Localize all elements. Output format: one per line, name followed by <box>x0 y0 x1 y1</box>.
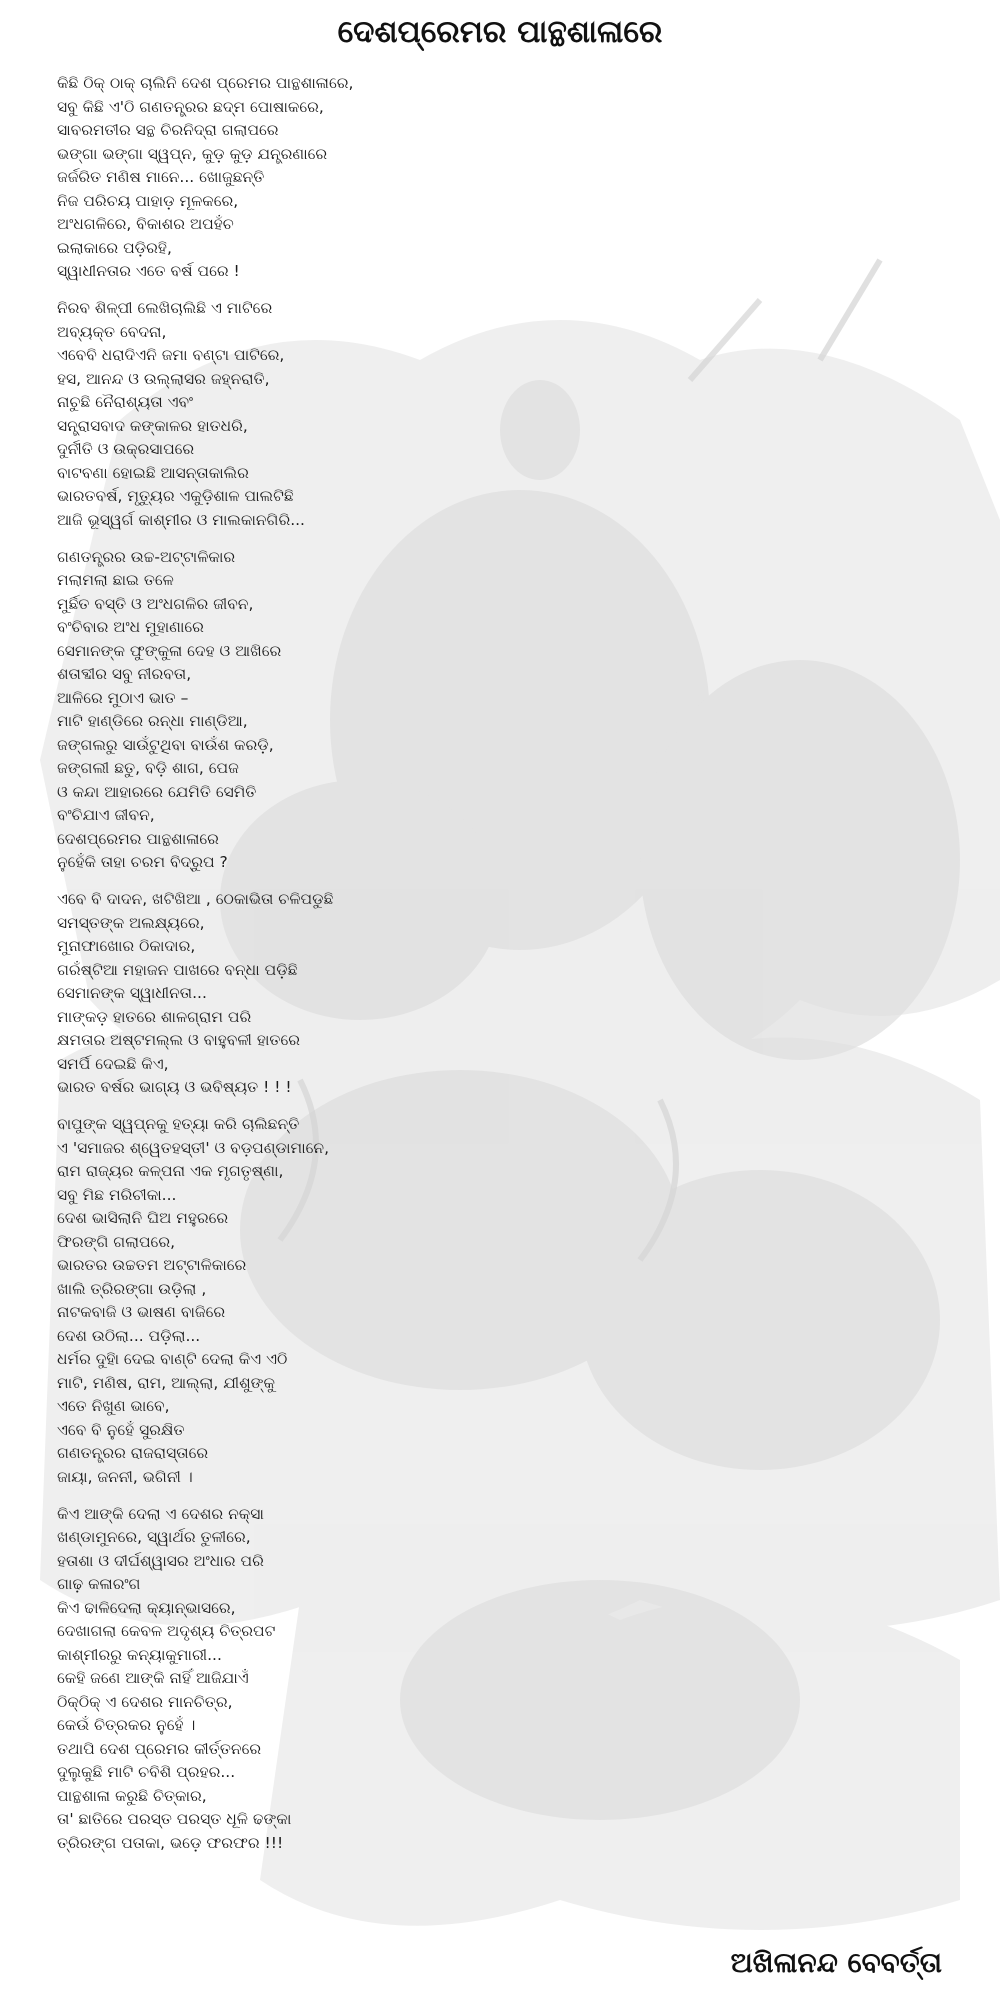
poem-line: ଜଙ୍ଗଲୀ ଛତୁ, ବଡ଼ି ଶାଗ, ପେଜ <box>57 759 239 777</box>
stanza-4 <box>57 888 697 1100</box>
poem-line: ତ୍ରିରଙ୍ଗ ପତାକା, ଭଡ଼େ ଫରଫର !!! <box>57 1833 284 1852</box>
poem-line: ଗରଁଷ୍ଟିଆ ମହାଜନ ପାଖରେ ବନ୍ଧା ପଡ଼ିଛି <box>57 960 298 979</box>
poem-line: କ୍ଷମତାର ଅଷ୍ଟମଲ୍ଲ ଓ ବାହୁବଳୀ ହାତରେ <box>57 1031 300 1049</box>
poem-line: ମଲାମଲା ଛାଇ ତଳେ <box>57 571 174 589</box>
poem-line: ଜାୟା, ଜନନୀ, ଭଗିନୀ । <box>57 1467 193 1486</box>
poem-title: ଦେଶପ୍ରେମର ପାନ୍ଥଶାଳାରେ <box>337 14 663 50</box>
poem-line: ନାଟକବାଜି ଓ ଭାଷଣ ବାଜିରେ <box>57 1303 226 1321</box>
poem-line: ଫିରଙ୍ଗି ଗଲାପରେ, <box>57 1232 175 1251</box>
poem-line: ମାଟି, ମଣିଷ, ରାମ, ଆଲ୍ଲା, ଯୀଶୁଙ୍କୁ <box>57 1373 275 1392</box>
poem-line: ଅବ୍ୟକ୍ତ ବେଦନା, <box>57 322 167 341</box>
poem-line: ସାବରମତୀର ସନ୍ଥ ଚିରନିଦ୍ରା ଗଲାପରେ <box>57 121 279 139</box>
poem-line: ଆଳିରେ ମୁଠାଏ ଭାତ – <box>57 688 189 707</box>
poem-line: ମାଙ୍କଡ଼ ହାତରେ ଶାଳଗ୍ରାମ ପରି <box>57 1007 252 1026</box>
poem-line: ଦେଶ ଭାସିଲାନି ଘିଅ ମହୁରରେ <box>57 1209 229 1227</box>
poem-line: ଏତେ ନିଖୁଣ ଭାବେ, <box>57 1397 170 1415</box>
poem-line: ସନ୍ତ୍ରାସବାଦ କଙ୍କାଳର ହାତଧରି, <box>57 416 248 435</box>
poem-line: କେହି ଜଣେ ଆଙ୍କି ନାହିଁ ଆଜିଯାଏଁ <box>57 1669 249 1687</box>
poem-line: ରାମ ରାଜ୍ୟର କଳ୍ପନା ଏକ ମୃଗତୃଷ୍ଣା, <box>57 1162 284 1180</box>
poem-line: ଜର୍ଜରିତ ମଣିଷ ମାନେ... ଖୋଜୁଛନ୍ତି <box>57 168 265 186</box>
poem-line: ନିଜ ପରିଚୟ ପାହାଡ଼ ମୂଳକରେ, <box>57 191 239 210</box>
poem-line: କିଛି ଠିକ୍ ଠାକ୍ ଚାଲିନି ଦେଶ ପ୍ରେମର ପାନ୍ଥଶାଳାରେ, <box>57 74 354 92</box>
poem-line: ଦେଶପ୍ରେମର ପାନ୍ଥଶାଳାରେ <box>57 829 219 848</box>
poem-line: ନୁହେଁକି ତାହା ଚରମ ବିଦ୍ରୁପ ? <box>57 853 228 871</box>
poem-line: ଠିକ୍‌ଠିକ୍ ଏ ଦେଶର ମାନଚିତ୍ର, <box>57 1692 233 1711</box>
poem-line: ସମର୍ପି ଦେଇଛି କିଏ, <box>57 1054 169 1073</box>
poem-line: ଧର୍ମର ଦୁହାି ଦେଇ ବାଣ୍ଟି ଦେଲା କିଏ ଏଠି <box>57 1350 288 1368</box>
poem-line: ଭାରତବର୍ଷ, ମୃତ୍ୟୁର ଏକୁଡ଼ିଶାଳ ପାଲଟିଛି <box>57 487 294 505</box>
poem-line: କିଏ ଆଙ୍କି ଦେଲା ଏ ଦେଶର ନକ୍ସା <box>57 1504 264 1523</box>
poem-line: ବଂଚିଯାଏ ଜୀବନ, <box>57 806 155 824</box>
poem-line: ସେମାନଙ୍କ ସ୍ୱାଧୀନତା... <box>57 984 207 1002</box>
author-name: ଅଖିଳାନନ୍ଦ ବେବର୍ତ୍ତା <box>730 1946 942 1979</box>
poem-line: ଓ କନ୍ଦା ଆହାରରେ ଯେମିତି ସେମିତି <box>57 782 257 801</box>
poem-line: ଇଲାକାରେ ପଡ଼ିରହି, <box>57 238 172 257</box>
poem-line: ମାଟି ହାଣ୍ଡିରେ ରନ୍ଧା ମାଣ୍ଡିଆ, <box>57 712 248 730</box>
stanza-6 <box>57 1503 697 1856</box>
poem-line: ଖଣ୍ଡାମୁନରେ, ସ୍ୱାର୍ଥର ତୁଳୀରେ, <box>57 1528 251 1546</box>
poem-line: ଏ 'ସମାଜର ଶ୍ୱେତହସ୍ତୀ' ଓ ବଡ଼ପଣ୍ଡାମାନେ, <box>57 1138 330 1157</box>
poem-line: ନିରବ ଶିଳ୍ପୀ ଲେଖିଚାଲିଛି ଏ ମାଟିରେ <box>57 299 273 317</box>
poem-line: ଏବେ ବି ଦାଦନ, ଖଟିଖିଆ , ଠେକାଭିତା ଚଳିପଡୁଛି <box>57 890 334 908</box>
poem-line: ଦୁର୍ନୀତି ଓ ଉକ୍ରସାପରେ <box>57 440 195 458</box>
poem-line: ଦେଖାଗଲା କେବଳ ଅଦୃଶ୍ୟ ଚିତ୍ରପଟ <box>57 1622 276 1640</box>
poem-line: ପାନ୍ଥଶାଳା କରୁଛି ଚିତ୍କାର, <box>57 1786 207 1805</box>
poem-body <box>57 72 697 1869</box>
poem-line: କାଶ୍ମୀରରୁ କନ୍ୟାକୁମାରୀ... <box>57 1645 222 1664</box>
poem-line: ଜଙ୍ଗଲରୁ ସାଉଁଟୁଥିବା ବାଉଁଶ କରଡ଼ି, <box>57 735 274 754</box>
poem-line: ସମସ୍ତଙ୍କ ଅଲକ୍ଷ୍ୟରେ, <box>57 913 205 932</box>
stanza-1 <box>57 72 697 284</box>
poem-line: ଭାରତ ବର୍ଷର ଭାଗ୍ୟ ଓ ଭବିଷ୍ୟତ ! ! ! <box>57 1078 292 1096</box>
poem-line: ମୁନାଫାଖୋର ଠିକାଦାର, <box>57 937 196 955</box>
poem-line: ଦୁଲୁକୁଛି ମାଟି ଚବିଶି ପ୍ରହର... <box>57 1763 236 1781</box>
poem-line: ସବୁ କିଛି ଏ'ଠି ଗଣତନ୍ତ୍ରର ଛଦ୍ମ ପୋଷାକରେ, <box>57 97 324 116</box>
stanza-2 <box>57 297 697 532</box>
poem-line: ସ୍ୱାଧୀନତାର ଏତେ ବର୍ଷ ପରେ ! <box>57 262 240 280</box>
poem-line: ବଂଚିବାର ଅଂଧ ମୁହାଣାରେ <box>57 618 204 636</box>
poem-line: ଦେଶ ଉଠିଲା... ପଡ଼ିଲା... <box>57 1326 201 1345</box>
poem-line: ହସ, ଆନନ୍ଦ ଓ ଉଲ୍ଲାସର ଜହ୍ନରାତି, <box>57 369 270 388</box>
poem-line: ଖାଲି ତ୍ରିରଙ୍ଗା ଉଡ଼ିଲା , <box>57 1279 207 1298</box>
poem-line: ଭଙ୍ଗା ଭଙ୍ଗା ସ୍ୱପ୍ନ, କୁଡ଼ କୁଡ଼ ଯନ୍ତ୍ରଣାରେ <box>57 144 328 163</box>
stanza-3 <box>57 546 697 875</box>
poem-line: ନାଚୁଛି ନୈରାଶ୍ୟତା ଏବଂ <box>57 393 194 411</box>
poem-line: ହତାଶା ଓ ଦୀର୍ଘଶ୍ୱାସର ଅଂଧାର ପରି <box>57 1551 264 1570</box>
poem-line: ଏବେ ବି ନୁହେଁ ସୁରକ୍ଷିତ <box>57 1420 185 1439</box>
poem-line: ବାଟବଣା ହୋଇଛି ଆସନ୍ତାକାଲିର <box>57 463 249 482</box>
poem-line: ବାପୁଙ୍କ ସ୍ୱପ୍ନକୁ ହତ୍ୟା କରି ଚାଲିଛନ୍ତି <box>57 1115 300 1133</box>
poem-line: ମୁର୍ଛିତ ବସ୍ତି ଓ ଅଂଧଗଳିର ଜୀବନ, <box>57 594 254 613</box>
stanza-5 <box>57 1113 697 1489</box>
poem-line: ତା' ଛାତିରେ ପରସ୍ତ ପରସ୍ତ ଧୂଳି ଢଙ୍କା <box>57 1810 292 1828</box>
poem-line: ଅଂଧଗଳିରେ, ବିକାଶର ଅପହଁଚ <box>57 215 234 233</box>
poem-line: ସେମାନଙ୍କ ଫୁଙ୍କୁଳା ଦେହ ଓ ଆଖିରେ <box>57 641 282 660</box>
poem-line: ସବୁ ମିଛ ମରିଚୀକା... <box>57 1185 177 1204</box>
poem-line: କିଏ ଢାଳିଦେଲା କ୍ୟାନ୍‌ଭାସରେ, <box>57 1598 236 1617</box>
poem-line: ଗଣତନ୍ତ୍ରର ଉଚ୍ଚ-ଅଟ୍ଟାଳିକାର <box>57 547 236 566</box>
poem-line: ଗଣତନ୍ତ୍ରର ରାଜରାସ୍ତାରେ <box>57 1444 209 1462</box>
poem-line: ତଥାପି ଦେଶ ପ୍ରେମର କୀର୍ତ୍ତନରେ <box>57 1739 262 1758</box>
poem-line: ଗାଢ଼ କଳାରଂଗ <box>57 1575 141 1593</box>
poem-line: ଶତାବ୍ଦୀର ସବୁ ନୀରବତା, <box>57 665 192 683</box>
poem-line: ଭାରତର ଉଚ୍ଚତମ ଅଟ୍ଟାଳିକାରେ <box>57 1256 247 1274</box>
poem-line: କେଉଁ ଚିତ୍ରକର ନୁହେଁ । <box>57 1716 196 1734</box>
poem-line: ଆଜି ଭୂସ୍ୱର୍ଗ କାଶ୍ମୀର ଓ ମାଲକାନଗିରି... <box>57 510 305 529</box>
poem-line: ଏବେବି ଧରାଦିଏନି ଜମା ବଣ୍ଟା ପାଟିରେ, <box>57 346 285 364</box>
